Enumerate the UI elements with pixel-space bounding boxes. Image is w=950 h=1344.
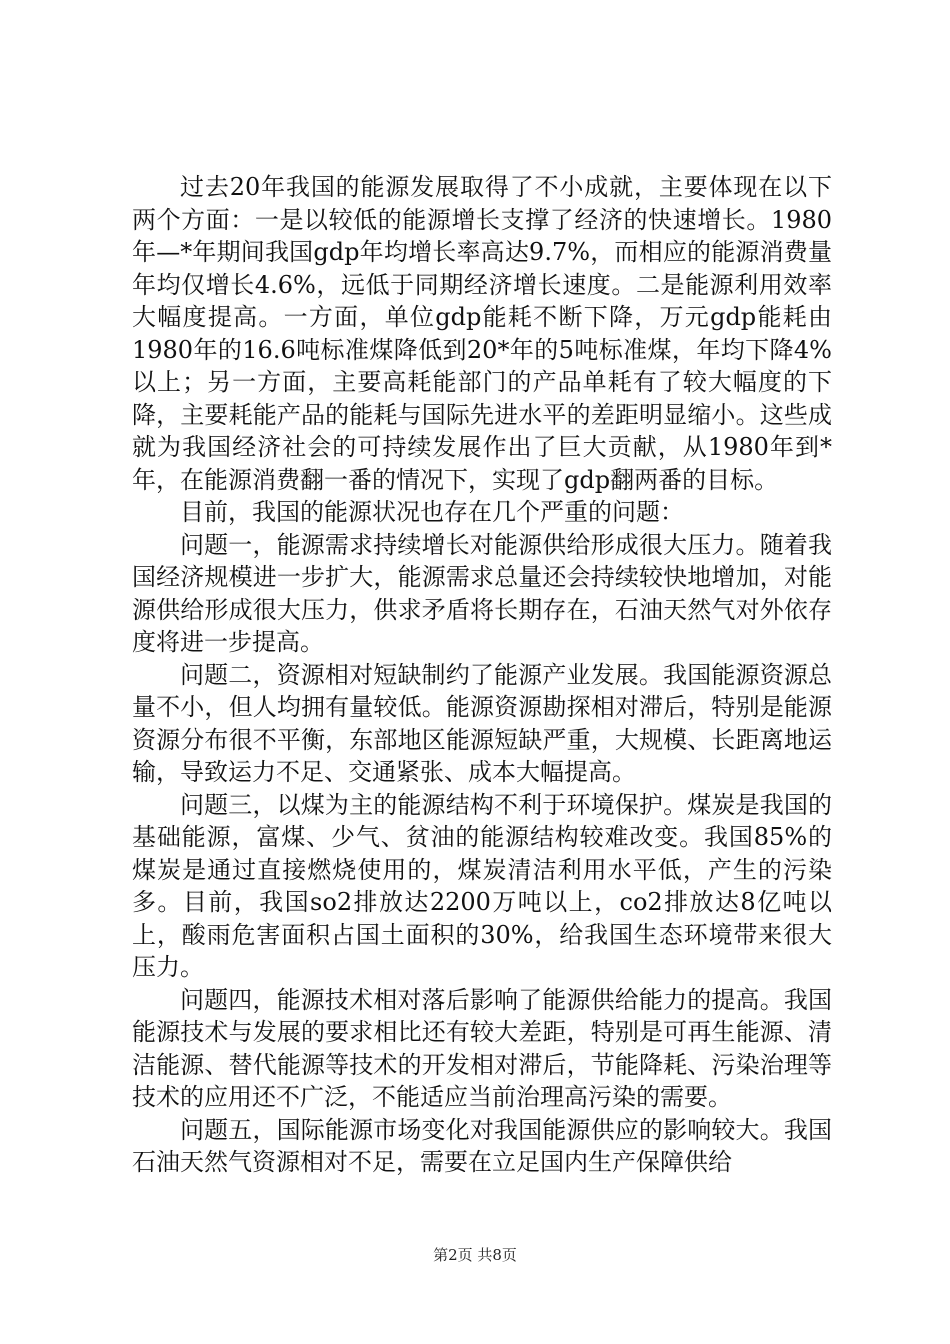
page-number-footer: 第2页 共8页 (433, 1246, 517, 1264)
paragraph-problem-1: 问题一，能源需求持续增长对能源供给形成很大压力。随着我国经济规模进一步扩大，能源需求总量还会持续较快地增加，对能源供给形成很大压力，供求矛盾将长期存在，石油天然气对外依存度将进一步提高。 (132, 530, 832, 656)
document-body (132, 171, 832, 1179)
paragraph-problem-5: 问题五，国际能源市场变化对我国能源供应的影响较大。我国石油天然气资源相对不足，需要在立足国内生产保障供给 (132, 1115, 832, 1176)
paragraph-achievements: 过去20年我国的能源发展取得了不小成就，主要体现在以下两个方面：一是以较低的能源增长支撑了经济的快速增长。1980年—*年期间我国gdp年均增长率高达9.7%，而相应的能源消费量年均仅增长4.6%，远低于同期经济增长速度。二是能源利用效率大幅度提高。一方面，单位gdp能耗不断下降，万元gdp能耗由1980年的16.6吨标准煤降低到20*年的5吨标准煤，年均下降4%以上；另一方面，主要高耗能部门的产品单耗有了较大幅度的下降，主要耗能产品的能耗与国际先进水平的差距明显缩小。这些成就为我国经济社会的可持续发展作出了巨大贡献，从1980年到*年，在能源消费翻一番的情况下，实现了gdp翻两番的目标。 (132, 173, 832, 494)
paragraph-problem-4: 问题四，能源技术相对落后影响了能源供给能力的提高。我国能源技术与发展的要求相比还有较大差距，特别是可再生能源、清洁能源、替代能源等技术的开发相对滞后，节能降耗、污染治理等技术的应用还不广泛，不能适应当前治理高污染的需要。 (132, 985, 832, 1111)
paragraph-problem-3: 问题三，以煤为主的能源结构不利于环境保护。煤炭是我国的基础能源，富煤、少气、贫油的能源结构较难改变。我国85%的煤炭是通过直接燃烧使用的，煤炭清洁利用水平低，产生的污染多。目前，我国so2排放达2200万吨以上，co2排放达8亿吨以上，酸雨危害面积占国土面积的30%，给我国生态环境带来很大压力。 (132, 790, 832, 981)
paragraph-problems-intro: 目前，我国的能源状况也存在几个严重的问题： (180, 498, 684, 526)
paragraph-problem-2: 问题二，资源相对短缺制约了能源产业发展。我国能源资源总量不小，但人均拥有量较低。能源资源勘探相对滞后，特别是能源资源分布很不平衡，东部地区能源短缺严重，大规模、长距离地运输，导致运力不足、交通紧张、成本大幅提高。 (132, 660, 832, 786)
